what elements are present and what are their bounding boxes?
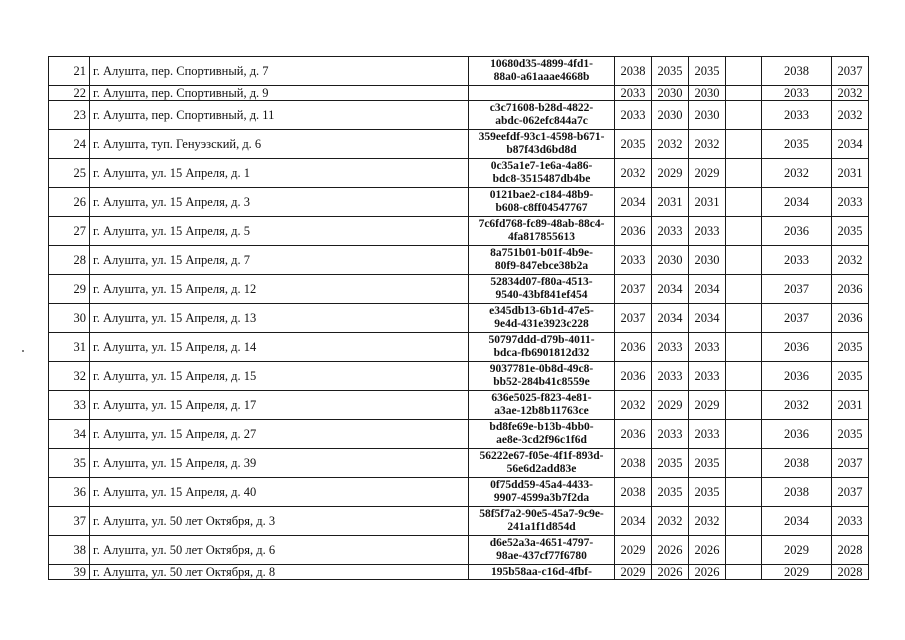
guid-cell — [469, 159, 615, 188]
year-cell-1: 2033 — [615, 101, 652, 130]
year-cell-6: 2036 — [832, 275, 869, 304]
year-cell-4 — [726, 246, 762, 275]
year-cell-5: 2036 — [762, 362, 832, 391]
table-row — [49, 565, 869, 580]
guid-cell — [469, 101, 615, 130]
year-cell-1: 2037 — [615, 275, 652, 304]
guid-line: 0f75dd59-45a4-4433- — [490, 479, 593, 491]
table-row — [49, 101, 869, 130]
row-number: 32 — [49, 362, 90, 391]
year-cell-2: 2030 — [652, 246, 689, 275]
row-number: 38 — [49, 536, 90, 565]
year-cell-2: 2033 — [652, 217, 689, 246]
table-row — [49, 275, 869, 304]
address-cell: г. Алушта, ул. 15 Апреля, д. 40 — [90, 478, 469, 507]
table-row — [49, 159, 869, 188]
guid-line: 50797ddd-d79b-4011- — [488, 334, 595, 346]
year-cell-4 — [726, 478, 762, 507]
table-row — [49, 57, 869, 86]
guid-line: abdc-062efc844a7c — [495, 115, 588, 127]
year-cell-1: 2029 — [615, 536, 652, 565]
year-cell-1: 2035 — [615, 130, 652, 159]
row-number: 31 — [49, 333, 90, 362]
address-cell: г. Алушта, ул. 15 Апреля, д. 39 — [90, 449, 469, 478]
year-cell-4 — [726, 275, 762, 304]
row-number: 28 — [49, 246, 90, 275]
year-cell-5: 2038 — [762, 478, 832, 507]
address-cell: г. Алушта, ул. 15 Апреля, д. 14 — [90, 333, 469, 362]
guid-line: 98ae-437cf77f6780 — [496, 550, 587, 562]
year-cell-6: 2035 — [832, 217, 869, 246]
year-cell-4 — [726, 57, 762, 86]
year-cell-4 — [726, 420, 762, 449]
year-cell-6: 2037 — [832, 449, 869, 478]
table-row — [49, 507, 869, 536]
year-cell-5: 2035 — [762, 130, 832, 159]
row-number: 34 — [49, 420, 90, 449]
guid-cell — [469, 304, 615, 333]
row-number: 22 — [49, 86, 90, 101]
guid-line: 359eefdf-93c1-4598-b671- — [478, 131, 605, 143]
row-number: 21 — [49, 57, 90, 86]
year-cell-1: 2033 — [615, 86, 652, 101]
year-cell-1: 2032 — [615, 159, 652, 188]
row-number: 33 — [49, 391, 90, 420]
year-cell-4 — [726, 159, 762, 188]
guid-cell — [469, 478, 615, 507]
year-cell-3: 2030 — [689, 246, 726, 275]
year-cell-1: 2036 — [615, 420, 652, 449]
guid-line: 52834d07-f80a-4513- — [490, 276, 593, 288]
year-cell-3: 2033 — [689, 420, 726, 449]
year-cell-3: 2034 — [689, 275, 726, 304]
year-cell-1: 2029 — [615, 565, 652, 580]
row-number: 25 — [49, 159, 90, 188]
year-cell-1: 2036 — [615, 333, 652, 362]
guid-line: 10680d35-4899-4fd1- — [490, 58, 593, 70]
table-row — [49, 420, 869, 449]
table-row — [49, 391, 869, 420]
year-cell-1: 2038 — [615, 57, 652, 86]
guid-cell — [469, 420, 615, 449]
year-cell-6: 2032 — [832, 246, 869, 275]
guid-line: c3c71608-b28d-4822- — [489, 102, 594, 114]
year-cell-2: 2033 — [652, 362, 689, 391]
guid-cell — [469, 217, 615, 246]
year-cell-2: 2035 — [652, 449, 689, 478]
year-cell-6: 2028 — [832, 565, 869, 580]
year-cell-1: 2034 — [615, 507, 652, 536]
guid-cell — [469, 275, 615, 304]
year-cell-4 — [726, 101, 762, 130]
table-row — [49, 449, 869, 478]
year-cell-3: 2030 — [689, 86, 726, 101]
year-cell-3: 2035 — [689, 57, 726, 86]
year-cell-6: 2035 — [832, 333, 869, 362]
row-number: 37 — [49, 507, 90, 536]
year-cell-6: 2035 — [832, 420, 869, 449]
guid-cell — [469, 246, 615, 275]
year-cell-6: 2028 — [832, 536, 869, 565]
year-cell-2: 2035 — [652, 478, 689, 507]
year-cell-5: 2032 — [762, 391, 832, 420]
year-cell-3: 2029 — [689, 159, 726, 188]
year-cell-4 — [726, 333, 762, 362]
address-cell: г. Алушта, пер. Спортивный, д. 11 — [90, 101, 469, 130]
guid-cell — [469, 188, 615, 217]
year-cell-6: 2032 — [832, 86, 869, 101]
table-row — [49, 333, 869, 362]
address-cell: г. Алушта, ул. 15 Апреля, д. 27 — [90, 420, 469, 449]
row-number: 30 — [49, 304, 90, 333]
table-row — [49, 86, 869, 101]
year-cell-3: 2035 — [689, 478, 726, 507]
table-row — [49, 536, 869, 565]
year-cell-4 — [726, 188, 762, 217]
address-cell: г. Алушта, ул. 50 лет Октября, д. 8 — [90, 565, 469, 580]
year-cell-2: 2029 — [652, 159, 689, 188]
guid-cell — [469, 57, 615, 86]
year-cell-5: 2037 — [762, 304, 832, 333]
year-cell-5: 2032 — [762, 159, 832, 188]
guid-line: bd8fe69e-b13b-4bb0- — [489, 421, 594, 433]
year-cell-5: 2033 — [762, 86, 832, 101]
year-cell-4 — [726, 362, 762, 391]
row-number: 23 — [49, 101, 90, 130]
year-cell-1: 2037 — [615, 304, 652, 333]
row-number: 27 — [49, 217, 90, 246]
year-cell-4 — [726, 507, 762, 536]
year-cell-2: 2034 — [652, 304, 689, 333]
guid-cell — [469, 333, 615, 362]
row-number: 24 — [49, 130, 90, 159]
guid-line: 58f5f7a2-90e5-45a7-9c9e- — [479, 508, 604, 520]
guid-line: 241a1f1d854d — [507, 521, 576, 533]
year-cell-2: 2033 — [652, 333, 689, 362]
year-cell-3: 2030 — [689, 101, 726, 130]
year-cell-6: 2033 — [832, 188, 869, 217]
address-cell: г. Алушта, ул. 15 Апреля, д. 13 — [90, 304, 469, 333]
year-cell-6: 2035 — [832, 362, 869, 391]
scan-speck — [22, 350, 24, 352]
address-cell: г. Алушта, туп. Генуэзский, д. 6 — [90, 130, 469, 159]
guid-line: bdca-fb6901812d32 — [493, 347, 590, 359]
year-cell-3: 2034 — [689, 304, 726, 333]
year-cell-5: 2036 — [762, 217, 832, 246]
guid-line: 4fa817855613 — [507, 231, 576, 243]
year-cell-3: 2031 — [689, 188, 726, 217]
guid-line: 56e6d2add83e — [506, 463, 577, 475]
year-cell-5: 2037 — [762, 275, 832, 304]
guid-cell — [469, 507, 615, 536]
year-cell-4 — [726, 86, 762, 101]
row-number: 29 — [49, 275, 90, 304]
year-cell-2: 2026 — [652, 565, 689, 580]
year-cell-2: 2032 — [652, 507, 689, 536]
year-cell-5: 2033 — [762, 246, 832, 275]
year-cell-2: 2029 — [652, 391, 689, 420]
year-cell-3: 2033 — [689, 217, 726, 246]
year-cell-2: 2030 — [652, 86, 689, 101]
year-cell-1: 2036 — [615, 217, 652, 246]
address-cell: г. Алушта, пер. Спортивный, д. 9 — [90, 86, 469, 101]
guid-line: 0c35a1e7-1e6a-4a86- — [490, 160, 593, 172]
guid-line: a3ae-12b8b11763ce — [494, 405, 589, 417]
year-cell-4 — [726, 391, 762, 420]
address-cell: г. Алушта, ул. 15 Апреля, д. 17 — [90, 391, 469, 420]
guid-line: 9907-4599a3b7f2da — [493, 492, 590, 504]
year-cell-5: 2036 — [762, 333, 832, 362]
guid-line: 88a0-a61aaae4668b — [493, 71, 590, 83]
guid-line: 195b58aa-c16d-4fbf- — [491, 565, 592, 578]
year-cell-6: 2036 — [832, 304, 869, 333]
year-cell-3: 2035 — [689, 449, 726, 478]
guid-line: ae8e-3cd2f96c1f6d — [496, 434, 587, 446]
year-cell-4 — [726, 217, 762, 246]
address-cell: г. Алушта, ул. 15 Апреля, д. 15 — [90, 362, 469, 391]
year-cell-2: 2031 — [652, 188, 689, 217]
year-cell-4 — [726, 449, 762, 478]
guid-line: bdc8-3515487db4be — [492, 173, 591, 185]
year-cell-5: 2034 — [762, 507, 832, 536]
guid-line: 9e4d-431e3923c228 — [494, 318, 589, 330]
address-cell: г. Алушта, ул. 15 Апреля, д. 7 — [90, 246, 469, 275]
year-cell-4 — [726, 536, 762, 565]
table-body — [49, 57, 869, 580]
guid-cell — [469, 449, 615, 478]
table-row — [49, 130, 869, 159]
year-cell-1: 2033 — [615, 246, 652, 275]
table-row — [49, 362, 869, 391]
year-cell-6: 2037 — [832, 57, 869, 86]
year-cell-5: 2036 — [762, 420, 832, 449]
year-cell-2: 2035 — [652, 57, 689, 86]
year-cell-2: 2030 — [652, 101, 689, 130]
address-cell: г. Алушта, ул. 15 Апреля, д. 5 — [90, 217, 469, 246]
year-cell-6: 2032 — [832, 101, 869, 130]
year-cell-3: 2029 — [689, 391, 726, 420]
housing-schedule-table — [48, 56, 869, 580]
year-cell-6: 2033 — [832, 507, 869, 536]
row-number: 39 — [49, 565, 90, 580]
year-cell-1: 2038 — [615, 478, 652, 507]
guid-line: 56222e67-f05e-4f1f-893d- — [479, 450, 604, 462]
guid-cell — [469, 86, 615, 101]
address-cell: г. Алушта, пер. Спортивный, д. 7 — [90, 57, 469, 86]
address-cell: г. Алушта, ул. 50 лет Октября, д. 3 — [90, 507, 469, 536]
guid-cell — [469, 391, 615, 420]
table-row — [49, 304, 869, 333]
year-cell-2: 2026 — [652, 536, 689, 565]
guid-line: 7c6fd768-fc89-48ab-88c4- — [478, 218, 605, 230]
year-cell-1: 2034 — [615, 188, 652, 217]
guid-line: e345db13-6b1d-47e5- — [489, 305, 594, 317]
year-cell-6: 2034 — [832, 130, 869, 159]
year-cell-6: 2031 — [832, 159, 869, 188]
table-row — [49, 478, 869, 507]
address-cell: г. Алушта, ул. 15 Апреля, д. 3 — [90, 188, 469, 217]
year-cell-1: 2036 — [615, 362, 652, 391]
guid-line: 8a751b01-b01f-4b9e- — [490, 247, 593, 259]
guid-line: d6e52a3a-4651-4797- — [489, 537, 594, 549]
year-cell-1: 2032 — [615, 391, 652, 420]
year-cell-6: 2037 — [832, 478, 869, 507]
year-cell-4 — [726, 565, 762, 580]
year-cell-1: 2038 — [615, 449, 652, 478]
guid-line: 636e5025-f823-4e81- — [491, 392, 592, 404]
year-cell-4 — [726, 304, 762, 333]
guid-line: 9037781e-0b8d-49c8- — [489, 363, 594, 375]
guid-line: b608-c8ff04547767 — [495, 202, 588, 214]
row-number: 36 — [49, 478, 90, 507]
guid-line: 0121bae2-c184-48b9- — [489, 189, 594, 201]
year-cell-5: 2038 — [762, 57, 832, 86]
guid-cell — [469, 130, 615, 159]
year-cell-3: 2033 — [689, 333, 726, 362]
year-cell-5: 2033 — [762, 101, 832, 130]
table-row — [49, 217, 869, 246]
guid-cell — [469, 565, 615, 580]
guid-line: bb52-284b41c8559e — [493, 376, 590, 388]
year-cell-5: 2034 — [762, 188, 832, 217]
guid-line: 80f9-847ebce38b2a — [494, 260, 589, 272]
year-cell-3: 2032 — [689, 130, 726, 159]
year-cell-2: 2034 — [652, 275, 689, 304]
guid-cell — [469, 536, 615, 565]
year-cell-3: 2026 — [689, 565, 726, 580]
year-cell-6: 2031 — [832, 391, 869, 420]
year-cell-4 — [726, 130, 762, 159]
year-cell-3: 2026 — [689, 536, 726, 565]
row-number: 26 — [49, 188, 90, 217]
address-cell: г. Алушта, ул. 50 лет Октября, д. 6 — [90, 536, 469, 565]
year-cell-2: 2033 — [652, 420, 689, 449]
year-cell-5: 2038 — [762, 449, 832, 478]
table-row — [49, 246, 869, 275]
year-cell-3: 2033 — [689, 362, 726, 391]
address-cell: г. Алушта, ул. 15 Апреля, д. 12 — [90, 275, 469, 304]
guid-line: b87f43d6bd8d — [506, 144, 577, 156]
year-cell-2: 2032 — [652, 130, 689, 159]
table-row — [49, 188, 869, 217]
row-number: 35 — [49, 449, 90, 478]
year-cell-5: 2029 — [762, 565, 832, 580]
guid-line: 9540-43bf841ef454 — [495, 289, 588, 301]
guid-cell — [469, 362, 615, 391]
year-cell-5: 2029 — [762, 536, 832, 565]
address-cell: г. Алушта, ул. 15 Апреля, д. 1 — [90, 159, 469, 188]
year-cell-3: 2032 — [689, 507, 726, 536]
